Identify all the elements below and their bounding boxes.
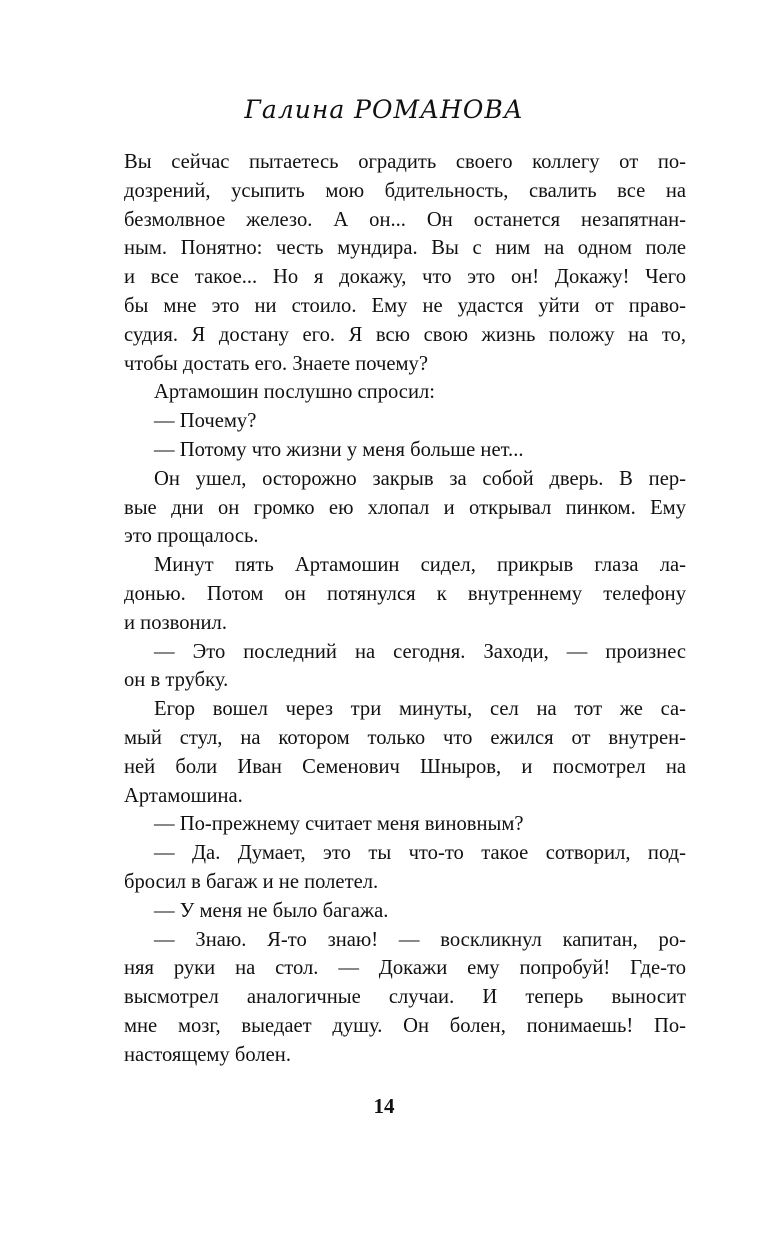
text-line: донью. Потом он потянулся к внутреннему телефону [124, 582, 686, 605]
text-line: Артамошина. [124, 784, 243, 807]
text-line: это прощалось. [124, 525, 259, 548]
text-line: высмотрел аналогичные случаи. И теперь выносит [124, 986, 686, 1009]
text-line: Артамошин послушно спросил: [154, 381, 435, 404]
text-line: — Знаю. Я-то знаю! — воскликнул капитан, ро- [154, 928, 686, 951]
text-line: бросил в багаж и не полетел. [124, 870, 379, 893]
text-line: — Это последний на сегодня. Заходи, — произнес [154, 640, 686, 663]
text-line: мне мозг, выедает душу. Он болен, понимаешь! По- [124, 1014, 686, 1037]
text-line: — По-прежнему считает меня виновным? [154, 813, 524, 836]
text-line: — Да. Думает, это ты что-то такое сотворил, под- [154, 842, 686, 865]
text-line: безмолвное железо. А он... Он останется незапятнан- [124, 208, 686, 231]
text-line: бы мне это ни стоило. Ему не удастся уйти от право- [124, 294, 686, 317]
body-text [124, 148, 686, 1070]
text-line: Егор вошел через три минуты, сел на тот же са- [154, 698, 686, 721]
text-line: ней боли Иван Семенович Шныров, и посмотрел на [124, 755, 686, 778]
text-line: няя руки на стол. — Докажи ему попробуй! Где-то [124, 957, 686, 980]
text-line: мый стул, на котором только что ежился от внутрен- [124, 726, 686, 749]
text-line: и позвонил. [124, 611, 227, 634]
text-line: — Потому что жизни у меня больше нет... [154, 438, 524, 461]
text-line: Он ушел, осторожно закрыв за собой дверь. В пер- [154, 467, 686, 490]
text-line: и все такое... Но я докажу, что это он! Докажу! Чего [124, 266, 686, 289]
text-line: — Почему? [154, 410, 257, 433]
text-line: Минут пять Артамошин сидел, прикрыв глаза ла- [154, 554, 686, 577]
text-line: ным. Понятно: честь мундира. Вы с ним на одном поле [124, 237, 686, 260]
text-line: дозрений, усыпить мою бдительность, свалить все на [124, 179, 686, 202]
text-line: настоящему болен. [124, 1043, 291, 1066]
running-head: Галина РОМАНОВА [244, 95, 524, 124]
page-number: 14 [373, 1094, 395, 1118]
text-line: — У меня не было багажа. [154, 899, 389, 922]
text-line: вые дни он громко ею хлопал и открывал пинком. Ему [124, 496, 686, 519]
text-line: он в трубку. [124, 669, 229, 692]
text-line: Вы сейчас пытаетесь оградить своего коллегу от по- [124, 151, 686, 173]
text-line: чтобы достать его. Знаете почему? [124, 352, 428, 375]
text-line: судия. Я достану его. Я всю свою жизнь положу на то, [124, 323, 686, 346]
